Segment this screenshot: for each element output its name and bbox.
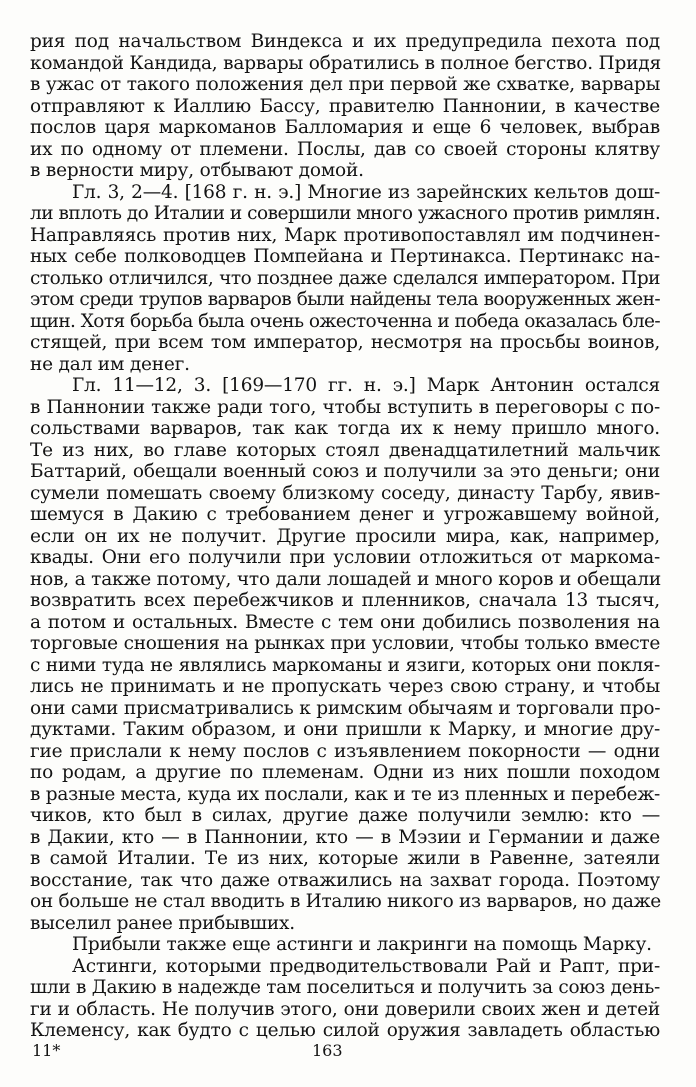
text-line: в ужас от такого положения дел при первой же схватке, варвары <box>30 74 660 95</box>
text-line: послов царя маркоманов Балломария и еще 6 человек, выбрав <box>30 117 660 138</box>
text-line: стящей, при всем том император, несмотря на просьбы воинов, <box>30 332 660 353</box>
text-line: их по одному от племени. Послы, дав со своей стороны клятву <box>30 138 660 160</box>
text-line: Гл. 3, 2—4. [168 г. н. э.] Многие из зарейнских кельтов дош- <box>72 181 660 203</box>
text-line: дуктами. Таким образом, и они пришли к Марку, и многие дру- <box>30 719 660 740</box>
text-line: в Дакии, кто — в Паннонии, кто — в Мэзии и Германии и даже <box>30 826 660 848</box>
text-line: ных себе полководцев Помпейана и Пертинакса. Пертинакс на- <box>30 246 660 267</box>
text-line: гие прислали к нему послов с изъявлением покорности — одни <box>30 740 660 762</box>
body-text <box>30 31 660 1042</box>
text-line: в верности миру, отбывают домой. <box>30 160 364 181</box>
text-line: не дал им денег. <box>30 353 190 375</box>
text-line: Те из них, во главе которых стоял двенадцатилетний мальчик <box>30 439 660 461</box>
text-line: Прибыли также еще астинги и лакринги на помощь Марку. <box>72 934 652 955</box>
text-line: нов, а также потому, что дали лошадей и много коров и обещали <box>30 568 661 590</box>
text-line: Гл. 11—12, 3. [169—170 гг. н. э.] Марк Антонин остался <box>72 375 660 396</box>
text-line: в Паннонии также ради того, чтобы вступить в переговоры с по- <box>30 396 660 418</box>
text-line: по родам, а другие по племенам. Одни из них пошли походом <box>30 762 660 783</box>
text-line: ги и область. Не получив этого, они доверили своих жен и детей <box>30 998 660 1020</box>
text-line: с ними туда не являлись маркоманы и язиги, которых они покля- <box>30 654 660 676</box>
text-line: квады. Они его получили при условии отложиться от маркома- <box>30 547 660 568</box>
text-line: торговые сношения на рынках при условии, чтобы только вместе <box>30 633 660 654</box>
text-line: отправляют к Иаллию Бассу, правителю Паннонии, в качестве <box>30 95 660 117</box>
text-line: этом среди трупов варваров были найдены тела вооруженных жен- <box>30 289 660 310</box>
text-line: ли вплоть до Италии и совершили много ужасного против римлян. <box>30 203 661 224</box>
text-line: возвратить всех перебежчиков и пленников, сначала 13 тысяч, <box>30 590 660 611</box>
text-line: если он их не получит. Другие просили мира, как, например, <box>30 525 660 547</box>
text-line: щин. Хотя борьба была очень ожесточенна и победа оказалась бле- <box>30 310 660 332</box>
text-line: Направляясь против них, Марк противопоставлял им подчинен- <box>30 224 660 246</box>
text-line: выселил ранее прибывших. <box>30 912 295 934</box>
signature-mark: 11* <box>32 1041 61 1060</box>
text-line: Астинги, которыми предводительствовали Рай и Рапт, при- <box>72 955 660 977</box>
text-line: сольствами варваров, так как тогда их к нему пришло много. <box>30 418 660 439</box>
page-footer <box>30 1041 660 1063</box>
text-line: чиков, кто был в силах, другие даже получили землю: кто — <box>30 805 660 826</box>
text-line: рия под начальством Виндекса и их предупредила пехота под <box>30 31 660 52</box>
text-line: восстание, так что даже отважились на захват города. Поэтому <box>30 869 660 891</box>
text-line: шемуся в Дакию с требованием денег и угрожавшему войной, <box>30 504 660 525</box>
text-line: он больше не стал вводить в Италию никого из варваров, но даже <box>30 891 661 912</box>
text-line: в разные места, куда их послали, как и те из пленных и перебеж- <box>30 783 660 805</box>
text-line: шли в Дакию в надежде там поселиться и получить за союз день- <box>30 977 660 998</box>
text-line: Клеменсу, как будто с целью силой оружия завладеть областью <box>30 1020 660 1041</box>
text-line: в самой Италии. Те из них, которые жили в Равенне, затеяли <box>30 848 660 869</box>
text-line: Баттарий, обещали военный союз и получили за это деньги; они <box>30 461 660 482</box>
page-number: 163 <box>312 1041 343 1060</box>
text-line: лись не принимать и не пропускать через свою страну, и чтобы <box>30 676 660 697</box>
text-line: столько отличился, что позднее даже сделался императором. При <box>30 267 660 289</box>
text-line: они сами присматривались к римским обычаям и торговали про- <box>30 697 661 719</box>
text-line: сумели помешать своему близкому соседу, династу Тарбу, явив- <box>30 482 660 504</box>
text-line: а потом и остальных. Вместе с тем они добились позволения на <box>30 611 660 633</box>
text-line: командой Кандида, варвары обратились в полное бегство. Придя <box>30 52 661 74</box>
